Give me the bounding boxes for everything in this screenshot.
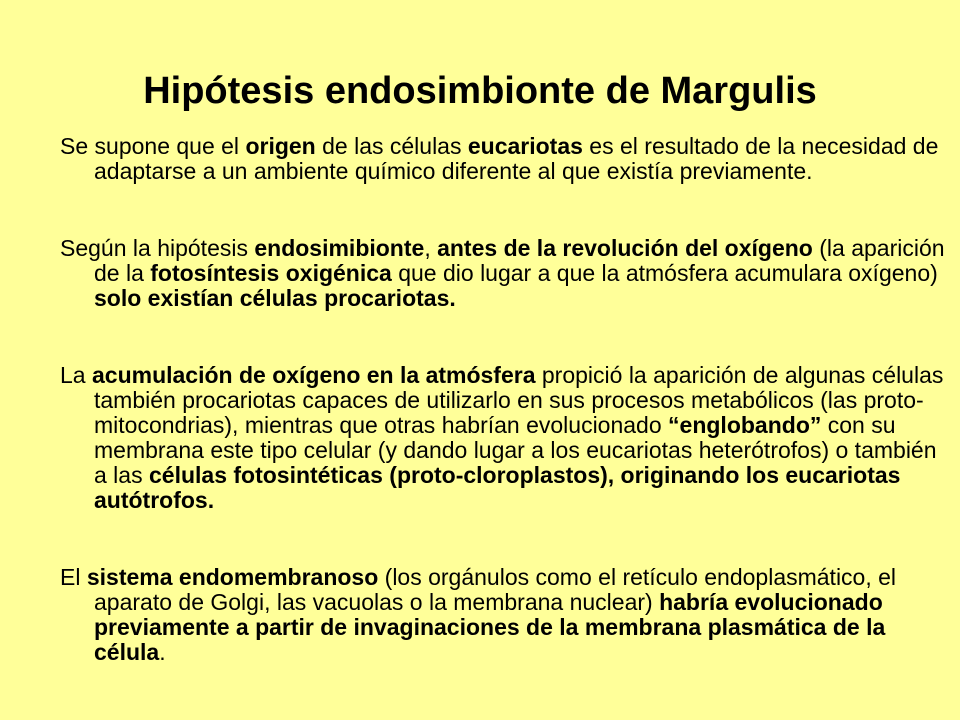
text-run: Según la hipótesis — [60, 235, 255, 261]
paragraph-hypothesis — [60, 236, 955, 311]
text-run: de las células — [315, 133, 468, 159]
text-run: con su membrana este tipo celular (y dando lugar a los eucariotas heterótrofos) o también a las — [94, 412, 937, 488]
bold-run: “englobando” — [668, 412, 822, 438]
slide-body — [60, 134, 955, 665]
bold-run: origen — [245, 133, 316, 159]
text-run: Se supone que el — [60, 133, 246, 159]
bold-run: antes de la revolución del oxígeno — [437, 235, 813, 261]
text-run: (los orgánulos como el retículo endoplasmático, el aparato de Golgi, las vacuolas o la membrana nuclear) — [94, 564, 897, 615]
text-run: . — [159, 639, 166, 665]
paragraph-oxygen — [60, 363, 955, 513]
paragraph-origin — [60, 134, 955, 184]
bold-run: endosimibionte — [254, 235, 425, 261]
text-run: El — [60, 564, 87, 590]
bold-run: eucariotas — [467, 133, 583, 159]
text-run: , — [424, 235, 438, 261]
bold-run: habría evolucionado previamente a partir de invaginaciones de la membrana plasmática de la célula — [94, 589, 886, 665]
text-run: propició la aparición de algunas células también procariotas capaces de utilizarlo en sus procesos metabólicos (las proto-mitocondrias), mientras que otras habrían evolucionado — [94, 362, 944, 438]
bold-run: acumulación de oxígeno en la atmósfera — [91, 362, 536, 388]
text-run: (la aparición de la — [94, 235, 945, 286]
bold-run: solo existían células procariotas. — [94, 285, 456, 311]
bold-run: sistema endomembranoso — [86, 564, 379, 590]
text-run: es el resultado de la necesidad de adaptarse a un ambiente químico diferente al que existía previamente. — [94, 133, 939, 184]
slide-title: Hipótesis endosimbionte de Margulis — [143, 70, 817, 112]
paragraph-endomembrane — [60, 565, 955, 665]
text-run: que dio lugar a que la atmósfera acumulara oxígeno) — [391, 260, 938, 286]
bold-run: células fotosintéticas (proto-cloroplastos), originando los eucariotas autótrofos. — [94, 462, 901, 513]
text-run: La — [60, 362, 92, 388]
bold-run: fotosíntesis oxigénica — [150, 260, 392, 286]
